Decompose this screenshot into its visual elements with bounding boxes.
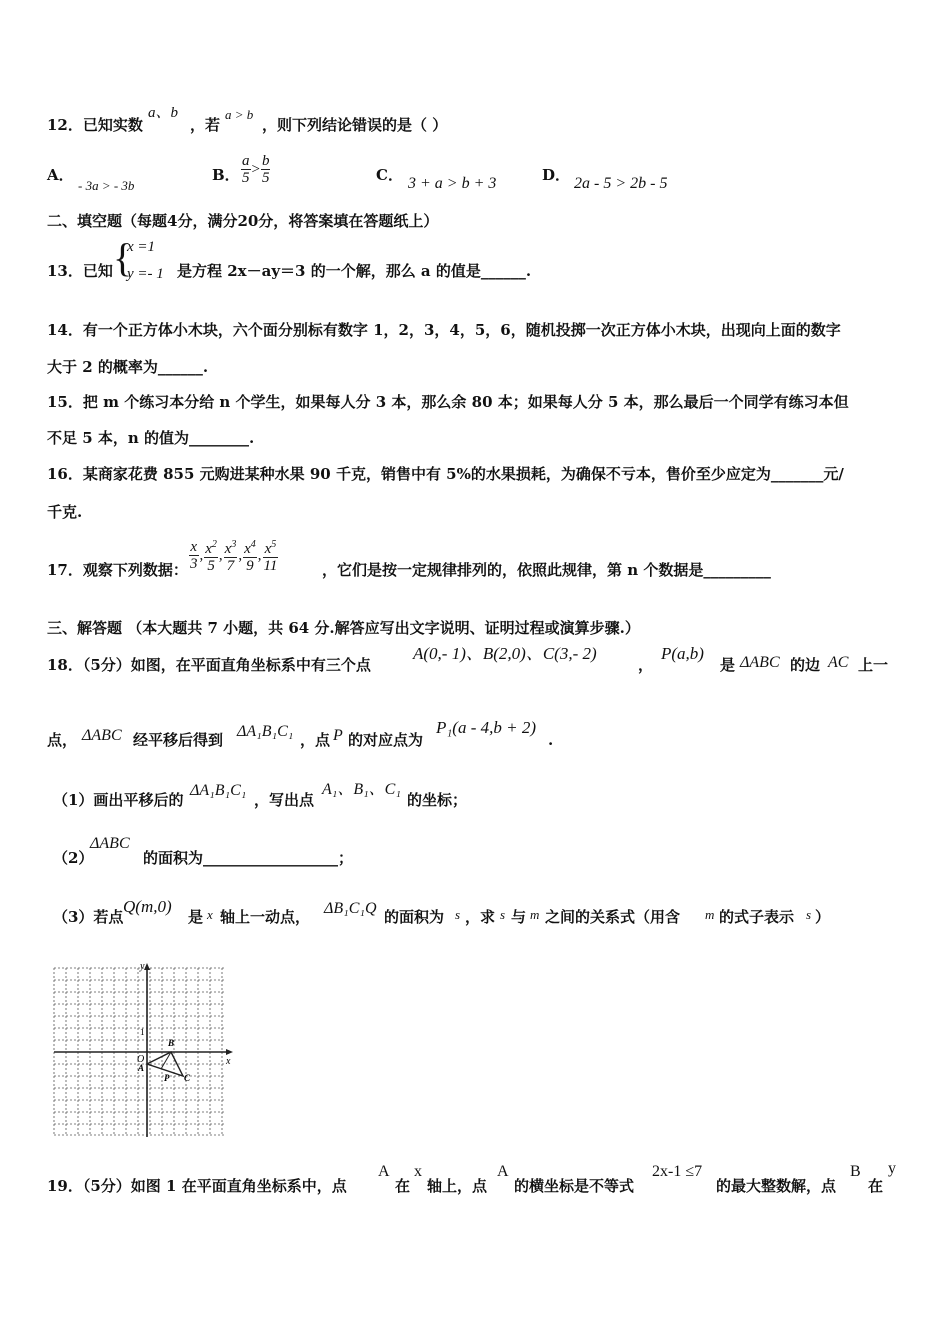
q14-line-2: 大于 2 的概率为______. <box>47 358 209 376</box>
q12-option-b-label: B． <box>212 166 240 184</box>
q18-sub3-triangle: ΔB₁C₁Q <box>324 900 377 917</box>
q17-fraction-5: $\frac{x^5}{11}$ <box>263 539 278 574</box>
q19-inequality: 2x-1 ≤7 <box>652 1163 703 1180</box>
y-axis-arrow <box>144 963 150 970</box>
q18-l2c: ，点 <box>300 731 331 749</box>
q18-sub1-b: ，写出点 <box>254 791 315 809</box>
q18-sub3-m2: m <box>705 907 715 922</box>
q18-sub1-a: （1）画出平移后的 <box>53 791 184 809</box>
q18-pre: 18．（5分）如图，在平面直角坐标系中有三个点 <box>47 656 371 674</box>
point-p-label: P <box>164 1073 170 1083</box>
unit-label: 1 <box>140 1027 145 1037</box>
section-3-heading: 三、解答题 （本大题共 7 小题，共 64 分.解答应写出文字说明、证明过程或演算步骤.） <box>47 619 640 637</box>
point-b-label: B <box>168 1038 175 1048</box>
q18-sub3-s3: s <box>806 907 812 922</box>
q18-triangle: ΔABC <box>740 654 780 671</box>
x-axis-label: x <box>226 1056 231 1067</box>
q18-sub3-e: ，求 <box>465 908 496 926</box>
section-2-heading: 二、填空题（每题4分，满分20分，将答案填在答题纸上） <box>47 212 439 230</box>
x-axis-arrow <box>226 1049 233 1055</box>
q18-l2b: 经平移后得到 <box>133 731 224 749</box>
q15-line-2: 不足 5 本，n 的值为________. <box>47 429 255 447</box>
q18-sub3-s: s <box>455 907 461 922</box>
q12-option-c-expr: 3 + a > b + 3 <box>408 175 497 192</box>
q18-comma: ， <box>638 656 654 674</box>
q17-fraction-3: $\frac{x^3}{7}$ <box>224 539 237 574</box>
q18-sub3-b: 是 <box>188 908 204 926</box>
q18-l2d: 的对应点为 <box>348 731 424 749</box>
q19-e: 在 <box>868 1177 884 1195</box>
q17-fraction-2: $\frac{x^2}{5}$ <box>205 539 217 574</box>
q19-x: x <box>414 1163 422 1180</box>
q12-option-b-expr: $\frac{a}{5}$ > $\frac{b}{5}$ <box>242 153 270 186</box>
q18-mid: 是 <box>720 656 736 674</box>
q18-sub3-d: 的面积为 <box>384 908 445 926</box>
q12-vars: a、b <box>148 105 179 121</box>
q18-ac: AC <box>828 654 849 671</box>
point-a-label: A <box>138 1063 145 1073</box>
q19-pre: 19．（5分）如图 1 在平面直角坐标系中，点 <box>47 1177 347 1195</box>
q18-sub3-i: ） <box>815 908 831 926</box>
q18-end: 上一 <box>858 656 889 674</box>
q12-option-a-label: A． <box>47 166 74 184</box>
origin-label: O <box>137 1054 145 1065</box>
q17-fraction-1: $\frac{x}{3}$ <box>190 539 198 572</box>
q19-a: A <box>378 1163 390 1180</box>
q14-line-1: 14．有一个正方体小木块，六个面分别标有数字 1，2，3，4，5，6，随机投掷一次正方体小木块，出现向上面的数字 <box>47 321 841 339</box>
q18-l2e: . <box>548 731 554 749</box>
q13-system-1: x =1 <box>127 239 156 255</box>
q17-sequence: $\frac{x}{3}$ , $\frac{x^2}{5}$ , $\frac{x^3}{7}$ , $\frac{x^4}{9}$ , $\frac{x^5}{11}$ <box>190 539 278 574</box>
q12-stem-b: ，若 <box>190 116 221 134</box>
q18-sub3-q: Q(m,0) <box>123 897 172 916</box>
q12-stem-c: ，则下列结论错误的是（ ） <box>262 116 448 134</box>
q18-sub1-points: A₁、B₁、C₁ <box>322 781 401 798</box>
q18-sub1-c: 的坐标； <box>407 791 468 809</box>
q18-sub3-h: 的式子表示 <box>719 908 795 926</box>
q18-points: A(0,- 1)、B(2,0)、C(3,- 2) <box>413 644 597 663</box>
q19-b1: 在 <box>395 1177 411 1195</box>
q19-b2: 轴上，点 <box>427 1177 488 1195</box>
q17-fraction-4: $\frac{x^4}{9}$ <box>244 539 256 574</box>
q19-y: y <box>888 1160 896 1177</box>
q18-l2-p1: P₁(a - 4,b + 2) <box>436 718 536 737</box>
q18-l2-p: P <box>333 727 343 744</box>
q13-brace: { <box>113 235 133 280</box>
q19-d: 的最大整数解，点 <box>716 1177 837 1195</box>
q13-post: 是方程 2x－ay＝3 的一个解，那么 a 的值是______. <box>177 262 532 280</box>
q12-option-c-label: C． <box>376 166 403 184</box>
q12-option-d-expr: 2a - 5 > 2b - 5 <box>574 175 668 192</box>
q18-sub2-a: （2） <box>53 849 94 867</box>
point-c-label: C <box>184 1073 191 1083</box>
q15-line-1: 15．把 m 个练习本分给 n 个学生，如果每人分 3 本，那么余 80 本；如果每人分 5 本，那么最后一个同学有练习本但 <box>47 393 849 411</box>
q18-sub3-a: （3）若点 <box>53 908 124 926</box>
q13-pre: 13．已知 <box>47 262 113 280</box>
q19-a2: A <box>497 1163 509 1180</box>
q18-sub2-triangle: ΔABC <box>90 835 130 852</box>
q18-sub1-triangle: ΔA₁B₁C₁ <box>190 782 247 799</box>
q18-sub3-g: 之间的关系式（用含 <box>545 908 681 926</box>
q18-sub3-x: x <box>207 907 213 922</box>
q18-l2a: 点， <box>47 731 78 749</box>
q18-sub3-m: m <box>530 907 540 922</box>
q17-post: ，它们是按一定规律排列的，依照此规律，第 n 个数据是_________ <box>322 561 771 579</box>
q18-sub2-b: 的面积为__________________； <box>143 849 354 867</box>
q18-point-p: P(a,b) <box>661 644 704 663</box>
q18-sub3-c: 轴上一动点， <box>220 908 311 926</box>
q12-stem: 12．已知实数 <box>47 116 143 134</box>
q12-condition: a > b <box>225 107 254 122</box>
q12-option-d-label: D． <box>542 166 571 184</box>
q17-pre: 17．观察下列数据： <box>47 561 188 579</box>
q18-sub3-f: 与 <box>511 908 527 926</box>
q16-line-1: 16．某商家花费 855 元购进某种水果 90 千克，销售中有 5%的水果损耗，为确保不亏本，售价至少应定为_______元/ <box>47 465 844 483</box>
y-axis-label: y <box>140 963 145 972</box>
q18-edge: 的边 <box>790 656 821 674</box>
q18-sub3-s2: s <box>500 907 506 922</box>
q18-l2-triangle-translated: ΔA₁B₁C₁ <box>237 723 294 740</box>
q19-c: 的横坐标是不等式 <box>514 1177 635 1195</box>
coordinate-grid-figure <box>50 963 235 1139</box>
q19-b: B <box>850 1163 861 1180</box>
q16-line-2: 千克. <box>47 503 83 521</box>
q13-system-2: y =- 1 <box>127 266 164 282</box>
q12-option-a-expr: - 3a > - 3b <box>78 178 135 193</box>
q18-l2-triangle: ΔABC <box>82 727 122 744</box>
